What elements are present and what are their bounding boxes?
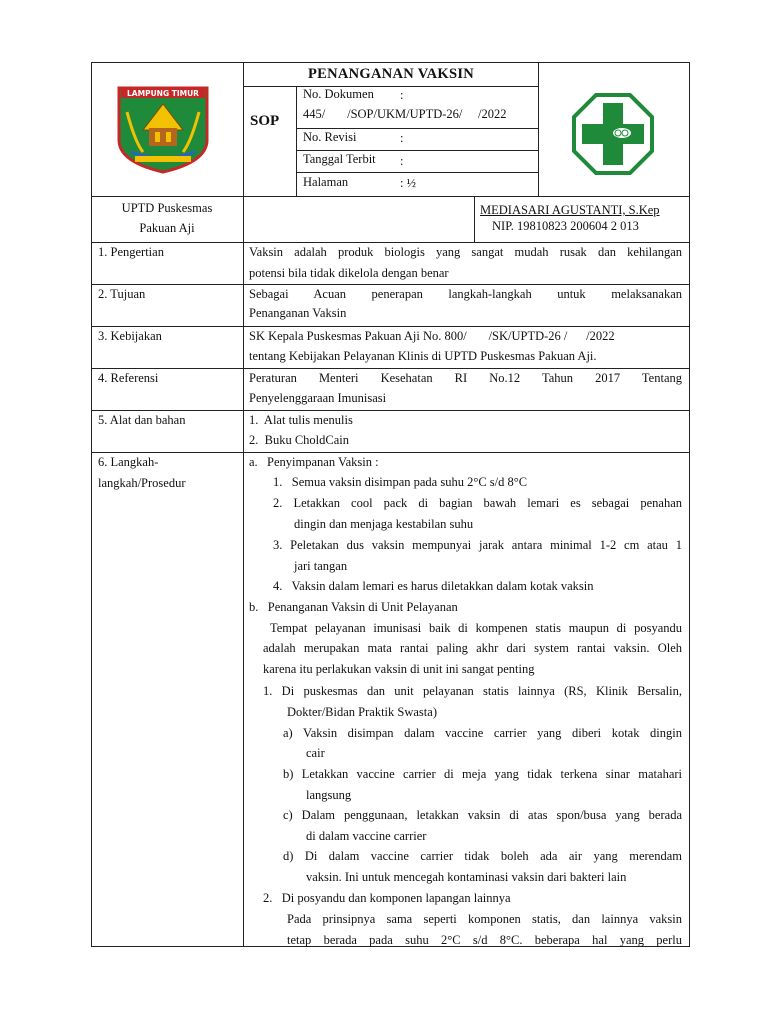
step-b-para-1: Tempat pelayanan imunisasi baik di kompenen statis maupun di posyandu — [270, 621, 682, 635]
step-b-para-2: adalah merupakan mata rantai paling akhr dari system rantai vaksin. Oleh — [263, 641, 682, 655]
step-b-heading: b. Penanganan Vaksin di Unit Pelayanan — [249, 600, 458, 614]
org-name-line2: Pakuan Aji — [139, 221, 195, 235]
field-no-dokumen-label: No. Dokumen — [303, 87, 374, 101]
field-no-revisi-sep: : — [400, 131, 404, 145]
section-referensi-label: 4. Referensi — [98, 371, 159, 385]
section-langkah-label-2: langkah/Prosedur — [98, 476, 186, 490]
field-halaman-label: Halaman — [303, 175, 349, 189]
step-a3-line1: 3. Peletakan dus vaksin mempunyai jarak antara minimal 1-2 cm atau 1 — [273, 538, 682, 552]
section-alat-label: 5. Alat dan bahan — [98, 413, 186, 427]
section-kebijakan-text-1: SK Kepala Puskesmas Pakuan Aji No. 800/ /SK/UPTD-26 / /2022 — [249, 329, 615, 343]
field-no-dokumen-value: 445/ /SOP/UKM/UPTD-26/ /2022 — [303, 107, 507, 121]
section-langkah-label-1: 6. Langkah- — [98, 455, 159, 469]
signer-nip: NIP. 19810823 200604 2 013 — [492, 219, 639, 233]
list-item: 2. Buku CholdCain — [249, 433, 350, 447]
field-halaman-sep: : ½ — [400, 176, 416, 190]
step-a2-line2: dingin dan menjaga kestabilan suhu — [294, 517, 474, 531]
step-b2-heading: 2. Di posyandu dan komponen lapangan lainnya — [263, 891, 511, 905]
section-referensi-text-1: Peraturan Menteri Kesehatan RI No.12 Tahun 2017 Tentang — [249, 371, 682, 385]
step-a-heading: a. Penyimpanan Vaksin : — [249, 455, 379, 469]
section-pengertian-text-2: potensi bila tidak dikelola dengan benar — [249, 266, 449, 280]
field-tanggal-terbit-label: Tanggal Terbit — [303, 152, 376, 166]
step-b1a-line2: cair — [306, 746, 325, 760]
document-title: PENANGANAN VAKSIN — [307, 66, 475, 82]
step-a2-line1: 2. Letakkan cool pack di bagian bawah lemari es sebagai penahan — [273, 496, 682, 510]
signer-name: MEDIASARI AGUSTANTI, S.Kep — [480, 203, 660, 217]
step-b2-para-1: Pada prinsipnya sama seperti komponen statis, dan lainnya vaksin — [287, 912, 682, 926]
section-referensi-text-2: Penyelenggaraan Imunisasi — [249, 391, 387, 405]
step-b-para-3: karena itu perlakukan vaksin di unit ini sangat penting — [263, 662, 535, 676]
step-b1b-line2: langsung — [306, 788, 352, 802]
step-a3-line2: jari tangan — [294, 559, 348, 573]
field-no-revisi-label: No. Revisi — [303, 130, 357, 144]
section-kebijakan-text-2: tentang Kebijakan Pelayanan Klinis di UPTD Puskesmas Pakuan Aji. — [249, 349, 597, 363]
step-b2-para-2: tetap berada pada suhu 2°C s/d 8°C. beberapa hal yang perlu — [287, 933, 682, 947]
step-b1d-line1: d) Di dalam vaccine carrier tidak boleh ada air yang merendam — [283, 849, 682, 863]
step-b1b-line1: b) Letakkan vaccine carrier di meja yang tidak terkena sinar matahari — [283, 767, 682, 781]
svg-text:LAMPUNG TIMUR: LAMPUNG TIMUR — [127, 89, 199, 98]
section-tujuan-text-1: Sebagai Acuan penerapan langkah-langkah untuk melaksanakan — [249, 287, 682, 301]
step-b1-line2: Dokter/Bidan Praktik Swasta) — [287, 705, 437, 719]
step-b1c-line1: c) Dalam penggunaan, letakkan vaksin di atas spon/busa yang berada — [283, 808, 682, 822]
sop-label: SOP — [250, 113, 280, 129]
step-b1a-line1: a) Vaksin disimpan dalam vaccine carrier yang diberi kotak dingin — [283, 726, 682, 740]
section-kebijakan-label: 3. Kebijakan — [98, 329, 162, 343]
field-tanggal-terbit-sep: : — [400, 154, 404, 168]
step-a4: 4. Vaksin dalam lemari es harus diletakkan dalam kotak vaksin — [273, 579, 594, 593]
section-tujuan-label: 2. Tujuan — [98, 287, 146, 301]
list-item: 1. Alat tulis menulis — [249, 413, 353, 427]
field-no-dokumen-sep: : — [400, 88, 404, 102]
section-pengertian-label: 1. Pengertian — [98, 245, 164, 259]
section-tujuan-text-2: Penanganan Vaksin — [249, 306, 347, 320]
step-b1d-line2: vaksin. Ini untuk mencegah kontaminasi vaksin dari bakteri lain — [306, 870, 627, 884]
lampung-timur-logo — [113, 82, 213, 174]
puskesmas-logo — [572, 93, 654, 175]
step-b1-line1: 1. Di puskesmas dan unit pelayanan statis lainnya (RS, Klinik Bersalin, — [263, 684, 682, 698]
step-b1c-line2: di dalam vaccine carrier — [306, 829, 427, 843]
org-name-line1: UPTD Puskesmas — [121, 201, 213, 215]
section-pengertian-text-1: Vaksin adalah produk biologis yang sangat mudah rusak dan kehilangan — [249, 245, 682, 259]
step-a1: 1. Semua vaksin disimpan pada suhu 2°C s/d 8°C — [273, 475, 528, 489]
